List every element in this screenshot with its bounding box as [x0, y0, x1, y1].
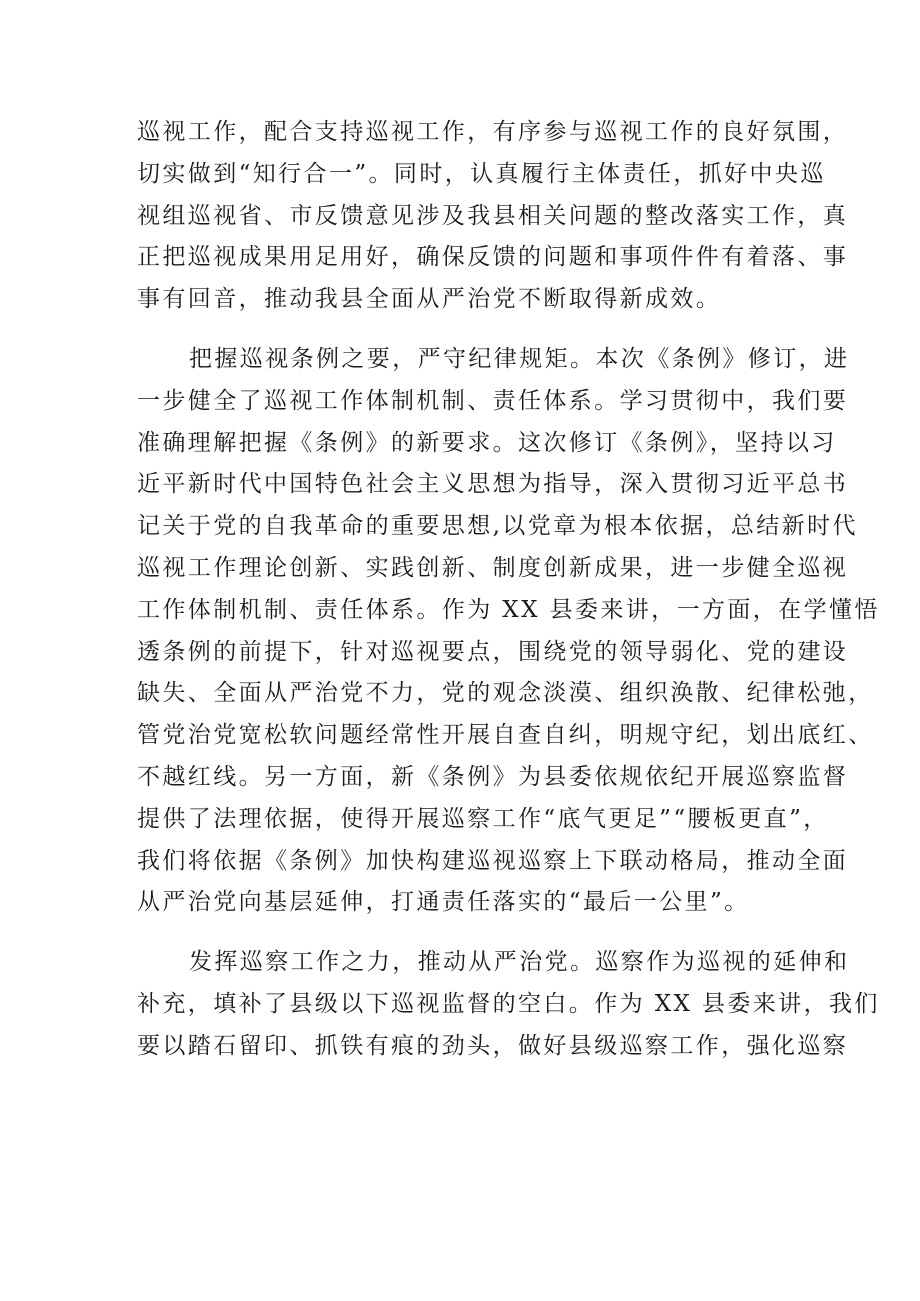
text-line: 补充，填补了县级以下巡视监督的空白。作为 XX 县委来讲，我们: [137, 990, 880, 1017]
text-line: 巡视工作，配合支持巡视工作，有序参与巡视工作的良好氛围，: [137, 119, 849, 145]
text-line: 工作体制机制、责任体系。作为 XX 县委来讲，一方面，在学懂悟: [137, 596, 880, 623]
text-line: 透条例的前提下，针对巡视要点，围绕党的领导弱化、党的建设: [137, 638, 849, 665]
paragraph-1: [137, 112, 849, 321]
paragraph-spacer: [137, 321, 812, 339]
text-line: 要以踏石留印、抓铁有痕的劲头，做好县级巡察工作，强化巡察: [137, 1032, 849, 1059]
text-line: 发挥巡察工作之力，推动从严治党。巡察作为巡视的延伸和: [189, 949, 850, 976]
text-line: 缺失、全面从严治党不力，党的观念淡漠、组织涣散、纪律松弛，: [137, 680, 874, 707]
text-line: 把握巡视条例之要，严守纪律规矩。本次《条例》修订，进: [189, 345, 850, 372]
text-line: 记关于党的自我革命的重要思想,以党章为根本依据，总结新时代: [137, 513, 858, 540]
text-line: 事有回音，推动我县全面从严治党不断取得新成效。: [137, 286, 722, 313]
text-line: 正把巡视成果用足用好，确保反馈的问题和事项件件有着落、事: [137, 244, 849, 271]
text-line: 准确理解把握《条例》的新要求。这次修订《条例》，坚持以习: [137, 429, 837, 456]
document-body: [137, 112, 880, 1068]
text-line: 切实做到“知行合一”。同时，认真履行主体责任，抓好中央巡: [137, 160, 826, 187]
text-line: 管党治党宽松软问题经常性开展自查自纠，明规守纪，划出底红、: [137, 722, 874, 749]
paragraph-2: [137, 339, 880, 924]
text-line: 一步健全了巡视工作体制机制、责任体系。学习贯彻中，我们要: [137, 387, 849, 414]
text-line: 不越红线。另一方面，新《条例》为县委依规依纪开展巡察监督: [137, 763, 849, 790]
paragraph-3: [137, 942, 880, 1067]
paragraph-spacer: [137, 924, 812, 942]
text-line: 提供了法理依据，使得开展巡察工作“底气更足”“腰板更直”，: [137, 805, 829, 832]
text-line: 巡视工作理论创新、实践创新、制度创新成果，进一步健全巡视: [137, 554, 849, 581]
text-line: 近平新时代中国特色社会主义思想为指导，深入贯彻习近平总书: [137, 471, 849, 498]
text-line: 视组巡视省、市反馈意见涉及我县相关问题的整改落实工作，真: [137, 202, 849, 229]
text-line: 我们将依据《条例》加快构建巡视巡察上下联动格局，推动全面: [137, 847, 849, 874]
text-line: 从严治党向基层延伸，打通责任落实的“最后一公里”。: [137, 889, 750, 916]
